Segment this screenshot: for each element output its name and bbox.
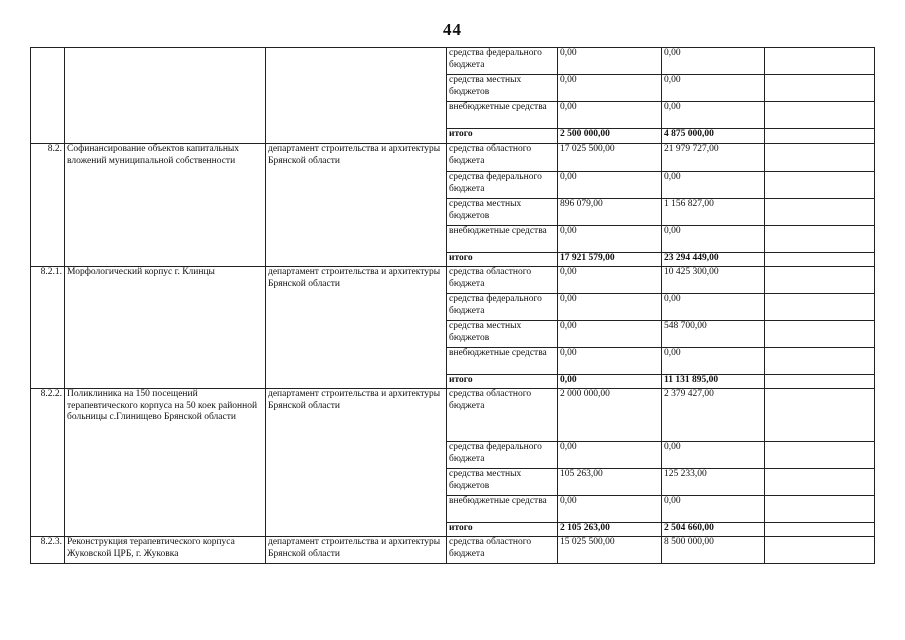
- amount-2: 0,00: [662, 496, 765, 523]
- total-label: итого: [447, 253, 558, 267]
- executor-cell: департамент строительства и архитектуры Брянской области: [266, 144, 447, 267]
- item-number-cell: [31, 48, 65, 144]
- empty-cell: [765, 375, 875, 389]
- total-amount-1: 2 500 000,00: [558, 129, 662, 144]
- total-amount-2: 23 294 449,00: [662, 253, 765, 267]
- amount-2: 8 500 000,00: [662, 537, 765, 564]
- funding-source: средства областного бюджета: [447, 537, 558, 564]
- amount-2: 0,00: [662, 48, 765, 75]
- budget-table: [30, 47, 875, 564]
- amount-1: 15 025 500,00: [558, 537, 662, 564]
- empty-cell: [765, 129, 875, 144]
- item-number-cell: 8.2.: [31, 144, 65, 267]
- amount-1: 17 025 500,00: [558, 144, 662, 172]
- executor-cell: департамент строительства и архитектуры Брянской области: [266, 389, 447, 537]
- amount-2: 10 425 300,00: [662, 267, 765, 294]
- funding-source: средства федерального бюджета: [447, 294, 558, 321]
- amount-1: 0,00: [558, 267, 662, 294]
- funding-source: внебюджетные средства: [447, 348, 558, 375]
- table-row: [31, 537, 875, 564]
- item-name-cell: [65, 48, 266, 144]
- funding-source: внебюджетные средства: [447, 102, 558, 129]
- empty-cell: [765, 199, 875, 226]
- total-amount-1: 0,00: [558, 375, 662, 389]
- empty-cell: [765, 172, 875, 199]
- item-number-cell: 8.2.2.: [31, 389, 65, 537]
- page-number: 44: [443, 20, 462, 39]
- empty-cell: [765, 537, 875, 564]
- amount-2: 0,00: [662, 75, 765, 102]
- amount-2: 0,00: [662, 226, 765, 253]
- funding-source: внебюджетные средства: [447, 496, 558, 523]
- empty-cell: [765, 389, 875, 442]
- amount-2: 0,00: [662, 294, 765, 321]
- amount-2: 0,00: [662, 442, 765, 469]
- amount-1: 105 263,00: [558, 469, 662, 496]
- funding-source: средства местных бюджетов: [447, 75, 558, 102]
- funding-source: средства федерального бюджета: [447, 442, 558, 469]
- funding-source: средства местных бюджетов: [447, 321, 558, 348]
- amount-2: 21 979 727,00: [662, 144, 765, 172]
- empty-cell: [765, 253, 875, 267]
- empty-cell: [765, 267, 875, 294]
- funding-source: средства федерального бюджета: [447, 172, 558, 199]
- amount-1: 0,00: [558, 172, 662, 199]
- total-amount-2: 11 131 895,00: [662, 375, 765, 389]
- table-row: [31, 267, 875, 294]
- amount-1: 0,00: [558, 442, 662, 469]
- funding-source: средства областного бюджета: [447, 267, 558, 294]
- amount-1: 0,00: [558, 226, 662, 253]
- amount-2: 125 233,00: [662, 469, 765, 496]
- item-number-cell: 8.2.3.: [31, 537, 65, 564]
- total-amount-2: 2 504 660,00: [662, 523, 765, 537]
- item-name-cell: Софинансирование объектов капитальных вложений муниципальной собственности: [65, 144, 266, 267]
- amount-1: 2 000 000,00: [558, 389, 662, 442]
- executor-cell: департамент строительства и архитектуры Брянской области: [266, 537, 447, 564]
- amount-1: 0,00: [558, 348, 662, 375]
- amount-2: 1 156 827,00: [662, 199, 765, 226]
- amount-2: 0,00: [662, 172, 765, 199]
- table-row: [31, 389, 875, 442]
- total-label: итого: [447, 523, 558, 537]
- total-label: итого: [447, 129, 558, 144]
- amount-2: 0,00: [662, 102, 765, 129]
- empty-cell: [765, 523, 875, 537]
- executor-cell: департамент строительства и архитектуры Брянской области: [266, 267, 447, 389]
- empty-cell: [765, 75, 875, 102]
- item-name-cell: Морфологический корпус г. Клинцы: [65, 267, 266, 389]
- empty-cell: [765, 321, 875, 348]
- empty-cell: [765, 226, 875, 253]
- amount-1: 0,00: [558, 102, 662, 129]
- amount-1: 896 079,00: [558, 199, 662, 226]
- funding-source: средства областного бюджета: [447, 144, 558, 172]
- empty-cell: [765, 294, 875, 321]
- item-name-cell: Поликлиника на 150 посещений терапевтического корпуса на 50 коек районной больницы с.Глинищево Брянской области: [65, 389, 266, 537]
- empty-cell: [765, 442, 875, 469]
- empty-cell: [765, 102, 875, 129]
- amount-1: 0,00: [558, 48, 662, 75]
- total-amount-1: 17 921 579,00: [558, 253, 662, 267]
- amount-2: 2 379 427,00: [662, 389, 765, 442]
- amount-2: 0,00: [662, 348, 765, 375]
- empty-cell: [765, 496, 875, 523]
- item-name-cell: Реконструкция терапевтического корпуса Жуковской ЦРБ, г. Жуковка: [65, 537, 266, 564]
- empty-cell: [765, 469, 875, 496]
- amount-1: 0,00: [558, 321, 662, 348]
- amount-1: 0,00: [558, 75, 662, 102]
- table-row: [31, 144, 875, 172]
- executor-cell: [266, 48, 447, 144]
- amount-1: 0,00: [558, 496, 662, 523]
- funding-source: средства местных бюджетов: [447, 199, 558, 226]
- funding-source: внебюджетные средства: [447, 226, 558, 253]
- funding-source: средства местных бюджетов: [447, 469, 558, 496]
- empty-cell: [765, 144, 875, 172]
- amount-1: 0,00: [558, 294, 662, 321]
- funding-source: средства федерального бюджета: [447, 48, 558, 75]
- total-amount-2: 4 875 000,00: [662, 129, 765, 144]
- item-number-cell: 8.2.1.: [31, 267, 65, 389]
- total-amount-1: 2 105 263,00: [558, 523, 662, 537]
- empty-cell: [765, 348, 875, 375]
- table-row: [31, 48, 875, 75]
- amount-2: 548 700,00: [662, 321, 765, 348]
- empty-cell: [765, 48, 875, 75]
- funding-source: средства областного бюджета: [447, 389, 558, 442]
- total-label: итого: [447, 375, 558, 389]
